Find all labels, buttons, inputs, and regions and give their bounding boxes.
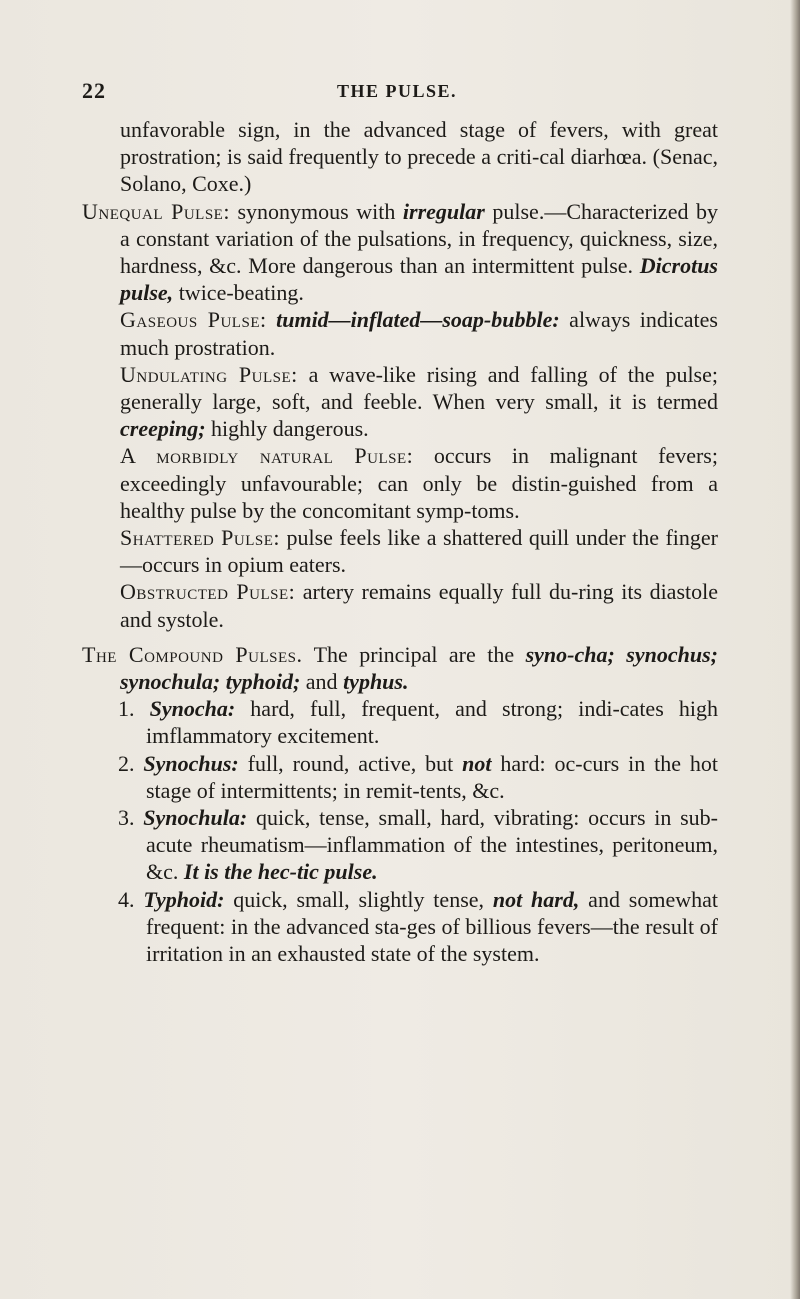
term: irregular — [402, 198, 485, 224]
list-item: 2. Synochus: full, round, active, but not hard: oc-curs in the hot stage of intermittents; in remit-tents, &c. — [118, 750, 718, 803]
term: not — [462, 750, 492, 776]
section-compound-pulses: The Compound Pulses. The principal are the syno-cha; synochus; synochula; typhoid; and typhus. — [82, 641, 718, 695]
term: syno-cha; synochus; synochula; typhoid; — [120, 641, 718, 695]
term: Typhoid: — [143, 886, 225, 912]
entry-undulating-pulse: Undulating Pulse: a wave-like rising and falling of the pulse; generally large, soft, and feeble. When very small, it is termed creeping; highly dangerous. — [120, 361, 718, 442]
entry-heading: Undulating Pulse: — [120, 361, 298, 387]
emphasis: not hard, — [492, 886, 580, 912]
entry-obstructed-pulse: Obstructed Pulse: artery remains equally full du-ring its diastole and systole. — [120, 579, 718, 632]
entry-shattered-pulse: Shattered Pulse: pulse feels like a shattered quill under the finger—occurs in opium eaters. — [120, 525, 719, 578]
term: Dicrotus pulse, — [120, 253, 718, 306]
emphasis: It is the hec-tic pulse. — [183, 859, 378, 885]
running-head: THE PULSE. — [337, 81, 458, 101]
term: Synochula: — [143, 805, 248, 831]
term: creeping; — [120, 416, 206, 442]
entry-morbidly-natural-pulse: A morbidly natural Pulse: occurs in malignant fevers; exceedingly unfavourable; can only be distin-guished from a healthy pulse by the concomitant symp-toms. — [120, 443, 718, 523]
entry-heading: Obstructed Pulse: — [120, 579, 296, 605]
section-heading: The Compound Pulses. — [82, 641, 303, 667]
body-text — [82, 116, 718, 967]
item-number: 2. — [118, 750, 135, 776]
item-number: 1. — [118, 696, 135, 722]
entry-heading: Unequal Pulse: — [82, 198, 230, 224]
page-edge-shadow — [790, 0, 800, 1299]
item-number: 4. — [118, 886, 135, 912]
entry-heading: A morbidly natural Pulse: — [120, 443, 414, 469]
list-item: 4. Typhoid: quick, small, slightly tense, not hard, and somewhat frequent: in the advanced sta-ges of billious fevers—the result of irritation in an exhausted state of the system. — [118, 886, 718, 967]
list-item: 1. Synocha: hard, full, frequent, and strong; indi-cates high imflammatory excitement. — [118, 696, 718, 749]
term: tumid—inflated—soap-bubble: — [266, 307, 560, 333]
entry-unequal-pulse: Unequal Pulse: synonymous with irregular pulse.—Characterized by a constant variation of the pulsations, in frequency, quickness, size, hardness, &c. More dangerous than an intermittent pulse. Dicrotus pulse, twice-beating. — [82, 198, 719, 306]
list-item: 3. Synochula: quick, tense, small, hard, vibrating: occurs in sub-acute rheumatism—inflammation of the intestines, peritoneum, &c. It is the hec-tic pulse. — [118, 805, 719, 885]
paragraph-continuation: unfavorable sign, in the advanced stage of fevers, with great prostration; is said frequently to precede a criti-cal diarhœa. (Senac, Solano, Coxe.) — [120, 117, 718, 197]
term: typhus. — [343, 669, 409, 695]
term: Synocha: — [149, 696, 236, 722]
page-number: 22 — [82, 78, 106, 103]
term: Synochus: — [143, 750, 239, 776]
entry-heading: Gaseous Pulse: — [120, 307, 267, 333]
entry-gaseous-pulse: Gaseous Pulse: tumid—inflated—soap-bubble: always indicates much prostration. — [120, 307, 718, 360]
page-header — [82, 78, 722, 108]
item-number: 3. — [118, 805, 135, 831]
entry-heading: Shattered Pulse: — [120, 525, 281, 551]
